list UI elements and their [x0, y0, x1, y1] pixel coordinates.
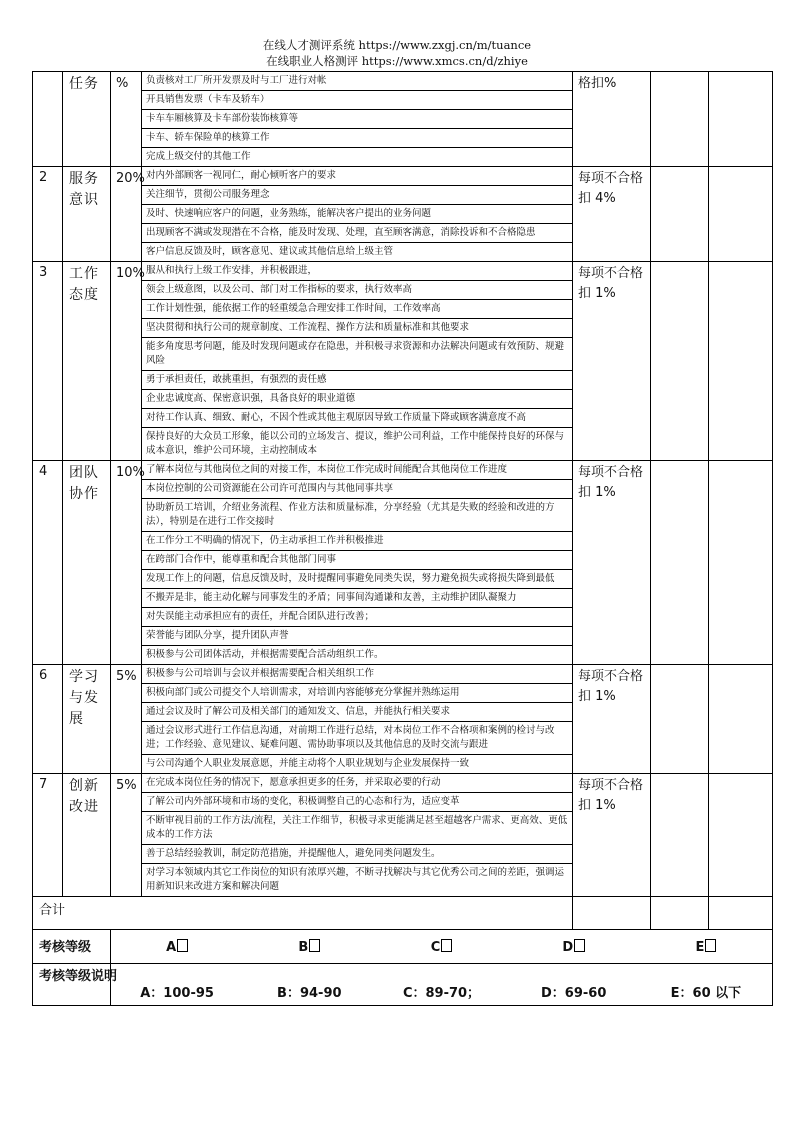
grade-range: C：89-70；: [402, 986, 481, 1001]
criteria-item: 出现顾客不满或发现潜在不合格，能及时发现、处理，直至顾客满意，消除投诉和不合格隐患: [142, 224, 572, 243]
total-standard-cell: [573, 897, 651, 930]
criteria-item: 及时、快速响应客户的问题，业务熟练，能解决客户提出的业务问题: [142, 205, 572, 224]
criteria-item: 与公司沟通个人职业发展意愿，并能主动将个人职业规划与企业发展保持一致: [146, 758, 470, 769]
remark-cell: [709, 72, 773, 167]
category-weight: 5%: [111, 665, 142, 774]
category-weight: 5%: [111, 774, 142, 897]
table-row: [33, 774, 773, 897]
criteria-list: [142, 665, 573, 774]
checkbox-icon[interactable]: [705, 939, 716, 952]
category-name: 任务: [63, 72, 111, 167]
criteria-item: 善于总结经验教训，制定防范措施，并提醒他人，避免同类问题发生。: [142, 845, 572, 864]
criteria-item: 负责核对工厂所开发票及时与工厂进行对帐: [142, 72, 572, 91]
grade-option[interactable]: [508, 939, 640, 955]
criteria-item: 企业忠诚度高、保密意识强，具备良好的职业道德: [142, 390, 572, 409]
levels-desc-label-text: 考核等级说明: [39, 969, 118, 984]
criteria-item: 完成上级交付的其他工作: [146, 151, 251, 162]
criteria-item: 对失误能主动承担应有的责任，并配合团队进行改善；: [142, 608, 572, 627]
levels-row: [33, 930, 773, 964]
grade-options: [111, 939, 772, 955]
criteria-list: [142, 774, 573, 897]
criteria-item: 通过会议及时了解公司及相关部门的通知发文、信息，并能执行相关要求: [142, 703, 572, 722]
criteria-item: 在工作分工不明确的情况下，仍主动承担工作并积极推进: [142, 532, 572, 551]
criteria-item: 保持良好的大众员工形象，能以公司的立场发言、提议，维护公司利益，工作中能保持良好的环保与成本意识，维护公司环境，主动控制成本: [146, 431, 565, 456]
criteria-item: 对待工作认真、细致、耐心，不因个性或其他主观原因导致工作质量下降或顾客满意度不高: [142, 409, 572, 428]
criteria-item: 在完成本岗位任务的情况下，愿意承担更多的任务，并采取必要的行动: [142, 774, 572, 793]
grade-option[interactable]: [243, 939, 375, 955]
grade-range: D：69-60: [541, 986, 607, 1001]
criteria-item: 服从和执行上级工作安排，并积极跟进，: [142, 262, 572, 281]
row-number: 2: [33, 167, 63, 262]
grade-range: B：94-90: [277, 986, 342, 1001]
checkbox-icon[interactable]: [309, 939, 320, 952]
criteria-item: 客户信息反馈及时，顾客意见、建议或其他信息给上级主管: [146, 246, 394, 257]
grade-option[interactable]: [640, 939, 772, 955]
scoring-standard: 每项不合格扣 1%: [573, 774, 651, 897]
grade-ranges: [111, 982, 772, 1005]
levels-desc-cell: [111, 964, 773, 1006]
table-row: [33, 72, 773, 167]
criteria-item: 在跨部门合作中，能尊重和配合其他部门同事: [142, 551, 572, 570]
row-number: 3: [33, 262, 63, 461]
grade-option[interactable]: [375, 939, 507, 955]
score-cell: [651, 774, 709, 897]
score-cell: [651, 665, 709, 774]
grade-letter: B: [298, 939, 309, 955]
criteria-item: 了解公司内外部环境和市场的变化，积极调整自己的心态和行为，适应变革: [142, 793, 572, 812]
scoring-standard: 每项不合格扣 1%: [573, 665, 651, 774]
levels-desc-row: [33, 964, 773, 1006]
category-name: 服务意识: [63, 167, 111, 262]
criteria-item: 通过会议形式进行工作信息沟通，对前期工作进行总结，对本岗位工作不合格项和案例的检讨与改进；工作经验、意见建议、疑难问题、需协助事项以及其他信息的及时交流与跟进: [142, 722, 572, 755]
criteria-item: 不搬弄是非，能主动化解与同事发生的矛盾；同事间沟通谦和友善，主动维护团队凝聚力: [142, 589, 572, 608]
row-number: [33, 72, 63, 167]
criteria-item: 坚决贯彻和执行公司的规章制度、工作流程、操作方法和质量标准和其他要求: [142, 319, 572, 338]
criteria-item: 对内外部顾客一视同仁，耐心倾听客户的要求: [142, 167, 572, 186]
header-line-1: 在线人才测评系统 https://www.zxgj.cn/m/tuance: [262, 38, 532, 52]
category-weight: %: [111, 72, 142, 167]
remark-cell: [709, 774, 773, 897]
total-extra-cell: [709, 897, 773, 930]
criteria-item: 对学习本领域内其它工作岗位的知识有浓厚兴趣，不断寻找解决与其它优秀公司之间的差距，强调运用新知识来改进方案和解决问题: [146, 867, 565, 892]
criteria-item: 积极参与公司团体活动，并根据需要配合活动组织工作。: [146, 649, 384, 660]
total-row: [33, 897, 773, 930]
grade-letter: C: [430, 939, 441, 955]
criteria-item: 积极向部门或公司提交个人培训需求，对培训内容能够充分掌握并熟练运用: [142, 684, 572, 703]
criteria-list: [142, 72, 573, 167]
score-cell: [651, 167, 709, 262]
grade-letter: A: [166, 939, 177, 955]
criteria-item: 卡车、轿车保险单的核算工作: [142, 129, 572, 148]
criteria-item: 开具销售发票（卡车及轿车）: [142, 91, 572, 110]
scoring-standard: 每项不合格扣 4%: [573, 167, 651, 262]
criteria-item: 不断审视目前的工作方法/流程，关注工作细节，积极寻求更能满足甚至超越客户需求、更高效、更低成本的工作方法: [142, 812, 572, 845]
total-score-cell: [651, 897, 709, 930]
criteria-list: [142, 167, 573, 262]
criteria-item: 领会上级意图，以及公司、部门对工作指标的要求，执行效率高: [142, 281, 572, 300]
levels-desc-label: [33, 964, 118, 1006]
scoring-standard: 每项不合格扣 1%: [573, 262, 651, 461]
criteria-list: [142, 461, 573, 665]
criteria-item: 协助新员工培训，介绍业务流程、作业方法和质量标准，分享经验（尤其是失败的经验和改进的方法），特别是在进行工作交接时: [142, 499, 572, 532]
score-cell: [651, 262, 709, 461]
criteria-item: 勇于承担责任，敢挑重担，有强烈的责任感: [142, 371, 572, 390]
criteria-item: 能多角度思考问题，能及时发现问题或存在隐患，并积极寻求资源和办法解决问题或有效预防、规避风险: [142, 338, 572, 371]
criteria-item: 发现工作上的问题，信息反馈及时，及时提醒同事避免同类失误，努力避免损失或将损失降到最低: [142, 570, 572, 589]
row-number: 7: [33, 774, 63, 897]
remark-cell: [709, 167, 773, 262]
row-number: 6: [33, 665, 63, 774]
grade-range: A：100-95: [140, 986, 214, 1001]
total-label: 合计: [33, 897, 573, 930]
category-name: 团队协作: [63, 461, 111, 665]
criteria-item: 卡车车厢核算及卡车部份装饰核算等: [142, 110, 572, 129]
criteria-item: 工作计划性强，能依据工作的轻重缓急合理安排工作时间，工作效率高: [142, 300, 572, 319]
category-name: 工作态度: [63, 262, 111, 461]
grade-option[interactable]: [111, 939, 243, 955]
levels-label: 考核等级: [33, 930, 111, 964]
criteria-item: 荣誉能与团队分享，提升团队声誉: [142, 627, 572, 646]
row-number: 4: [33, 461, 63, 665]
score-cell: [651, 461, 709, 665]
criteria-item: 关注细节，贯彻公司服务理念: [142, 186, 572, 205]
scoring-standard: 每项不合格扣 1%: [573, 461, 651, 665]
criteria-item: 了解本岗位与其他岗位之间的对接工作，本岗位工作完成时间能配合其他岗位工作进度: [142, 461, 572, 480]
score-cell: [651, 72, 709, 167]
criteria-list: [142, 262, 573, 461]
category-name: 创新改进: [63, 774, 111, 897]
grade-letter: D: [562, 939, 574, 955]
page-header: [0, 37, 794, 69]
checkbox-icon[interactable]: [441, 939, 452, 952]
category-name: 学习与发展: [63, 665, 111, 774]
table-row: [33, 461, 773, 665]
table-row: [33, 665, 773, 774]
criteria-item: 本岗位控制的公司资源能在公司许可范围内与其他同事共享: [142, 480, 572, 499]
table-row: [33, 167, 773, 262]
header-line-2: 在线职业人格测评 https://www.xmcs.cn/d/zhiye: [266, 54, 528, 68]
criteria-item: 积极参与公司培训与会议并根据需要配合相关组织工作: [142, 665, 572, 684]
grade-letter: E: [695, 939, 705, 955]
remark-cell: [709, 262, 773, 461]
remark-cell: [709, 665, 773, 774]
checkbox-icon[interactable]: [574, 939, 585, 952]
grade-range: E：60 以下: [670, 986, 742, 1001]
category-weight: 10%: [111, 262, 142, 461]
scoring-standard: 格扣%: [573, 72, 651, 167]
category-weight: 20%: [111, 167, 142, 262]
table-row: [33, 262, 773, 461]
checkbox-icon[interactable]: [177, 939, 188, 952]
levels-cell: [111, 930, 773, 964]
category-weight: 10%: [111, 461, 142, 665]
assessment-table: [32, 71, 773, 1006]
remark-cell: [709, 461, 773, 665]
